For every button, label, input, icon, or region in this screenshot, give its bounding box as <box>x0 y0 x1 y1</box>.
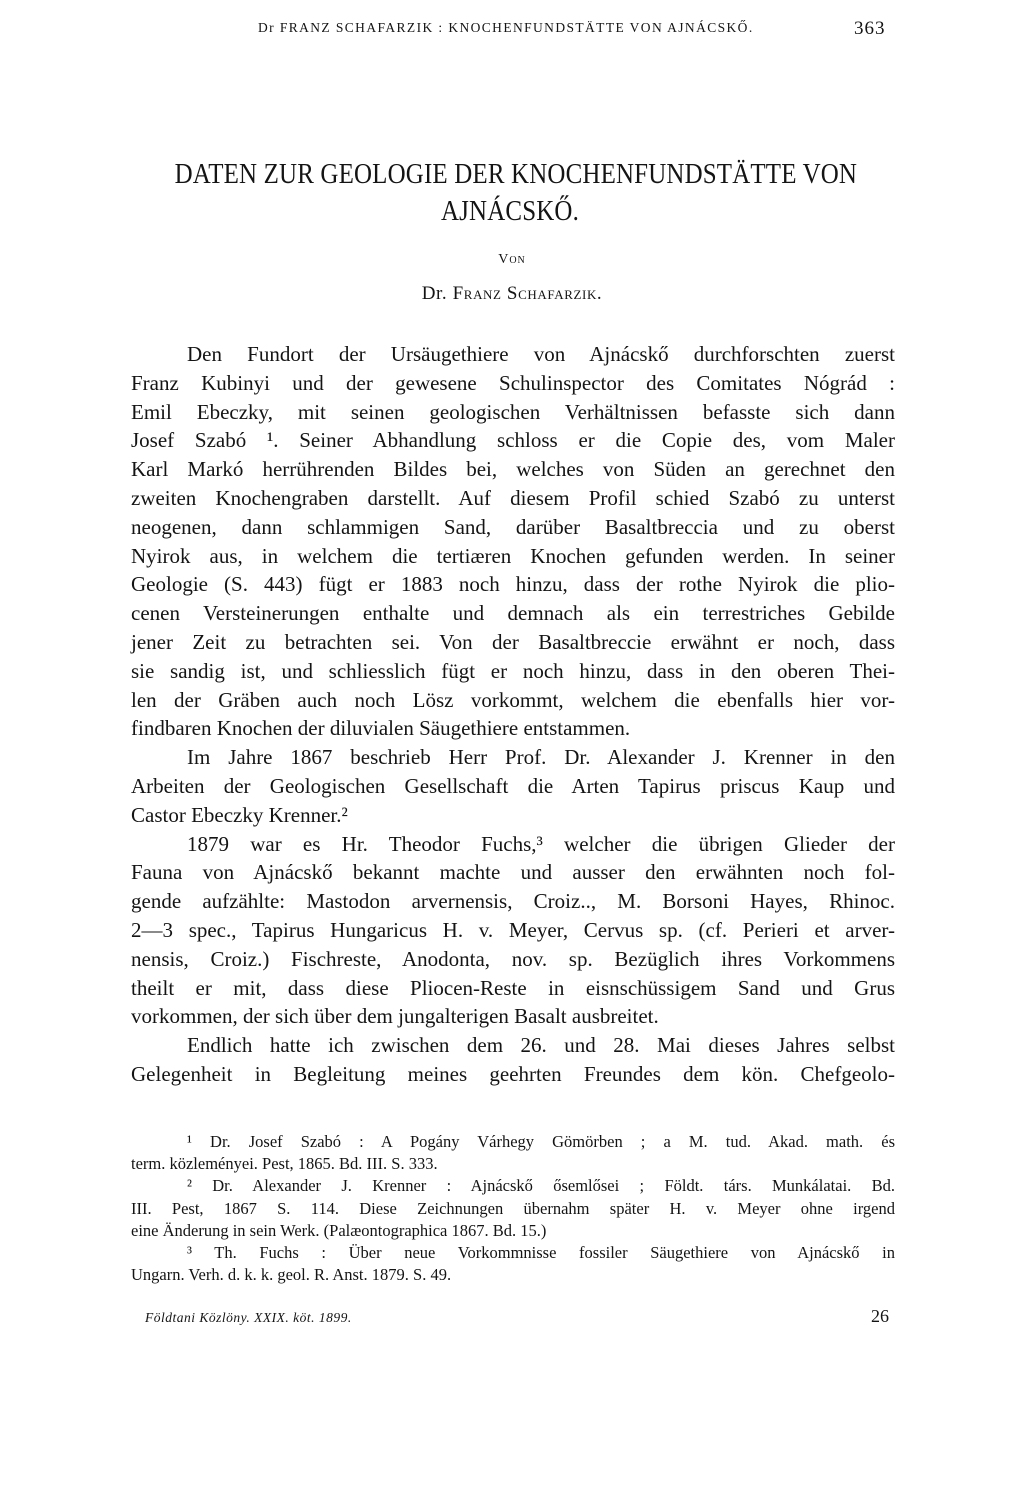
body-line: cenen Versteinerungen enthalte und demnach als ein terrestriches Gebilde <box>131 601 895 626</box>
title-line-1: DATEN ZUR GEOLOGIE DER KNOCHENFUNDSTÄTTE VON <box>174 158 858 190</box>
body-line: Gelegenheit in Begleitung meines geehrten Freundes dem kön. Chefgeolo- <box>131 1061 895 1086</box>
body-line: 2—3 spec., Tapirus Hungaricus H. v. Meyer, Cervus sp. (cf. Perieri et arver- <box>131 917 895 942</box>
body-text <box>131 340 895 1089</box>
body-line: Franz Kubinyi und der gewesene Schulinspector des Comitates Nógrád : <box>131 370 895 395</box>
body-line: Josef Szabó ¹. Seiner Abhandlung schloss er die Copie des, vom Maler <box>131 428 895 453</box>
body-line: sie sandig ist, und schliesslich fügt er noch hinzu, dass in den oberen Thei- <box>131 658 895 683</box>
body-line: Im Jahre 1867 beschrieb Herr Prof. Dr. Alexander J. Krenner in den <box>187 745 895 770</box>
body-line: Den Fundort der Ursäugethiere von Ajnácskő durchforschten zuerst <box>187 342 895 366</box>
body-line: Fauna von Ajnácskő bekannt machte und ausser den erwähnten noch fol- <box>131 860 895 885</box>
body-line: 1879 war es Hr. Theodor Fuchs,³ welcher die übrigen Glieder der <box>187 831 895 856</box>
footnote-line: term. közleményei. Pest, 1865. Bd. III. S. 333. <box>131 1154 438 1174</box>
title-line-2: AJNÁCSKŐ. <box>440 195 580 227</box>
body-line: nensis, Croiz.) Fischreste, Anodonta, nov. sp. Bezüglich ihres Vorkommens <box>131 946 895 971</box>
article-title <box>174 156 858 230</box>
body-line: len der Gräben auch noch Lösz vorkommt, welchem die ebenfalls hier vor- <box>131 687 895 712</box>
footnote-line: ² Dr. Alexander J. Krenner : Ajnácskő ősemlősei ; Földt. társ. Munkálatai. Bd. <box>187 1176 895 1196</box>
byline-von: Von <box>498 252 526 267</box>
body-line: zweiten Knochengraben darstellt. Auf diesem Profil schied Szabó zu unterst <box>131 485 895 510</box>
body-line: findbaren Knochen der diluvialen Säugethiere entstammen. <box>131 716 631 741</box>
body-line: Castor Ebeczky Krenner.² <box>131 802 348 827</box>
footnote-line: ³ Th. Fuchs : Über neue Vorkommnisse fossiler Säugethiere von Ajnácskő in <box>187 1242 895 1262</box>
footnote-line: Ungarn. Verh. d. k. k. geol. R. Anst. 1879. S. 49. <box>131 1265 452 1285</box>
journal-footer: Földtani Közlöny. XXIX. köt. 1899. <box>145 1310 352 1325</box>
body-line: jener Zeit zu betrachten sei. Von der Basaltbreccie erwähnt er noch, dass <box>131 629 895 654</box>
body-line: vorkommen, der sich über dem jungalterigen Basalt ausbreitet. <box>131 1004 659 1029</box>
body-line: Geologie (S. 443) fügt er 1883 noch hinzu, dass der rothe Nyirok die plio- <box>131 572 895 597</box>
page-number: 363 <box>854 18 886 39</box>
author-surname: Franz Schafarzik. <box>452 283 603 304</box>
body-line: Emil Ebeczky, mit seinen geologischen Verhältnissen befasste sich dann <box>131 399 895 424</box>
signature-mark: 26 <box>871 1306 889 1326</box>
body-line: neogenen, dann schlammigen Sand, darüber Basaltbreccia und zu oberst <box>131 514 895 539</box>
body-line: Arbeiten der Geologischen Gesellschaft die Arten Tapirus priscus Kaup und <box>131 773 895 798</box>
body-line: Karl Markó herrührenden Bildes bei, welches von Süden an gerechnet den <box>131 457 895 482</box>
body-line: Nyirok aus, in welchem die tertiæren Knochen gefunden werden. In seiner <box>131 543 895 568</box>
footnote-line: III. Pest, 1867 S. 114. Diese Zeichnungen übernahm später H. v. Meyer ohne irgend <box>131 1198 895 1218</box>
footnotes <box>131 1131 895 1286</box>
body-line: theilt er mit, dass diese Pliocen-Reste in eisnschüssigem Sand und Grus <box>131 975 895 1000</box>
footnote-line: eine Änderung in sein Werk. (Palæontographica 1867. Bd. 15.) <box>131 1220 547 1240</box>
body-line: gende aufzählte: Mastodon arvernensis, Croiz.., M. Borsoni Hayes, Rhinoc. <box>131 889 895 914</box>
footnote-line: ¹ Dr. Josef Szabó : A Pogány Várhegy Gömörben ; a M. tud. Akad. math. és <box>187 1132 895 1151</box>
author-prefix: Dr. <box>421 283 448 304</box>
running-header: Dr FRANZ SCHAFARZIK : KNOCHENFUNDSTÄTTE VON AJNÁCSKŐ. <box>258 20 754 35</box>
author-name <box>0 283 1024 305</box>
body-line: Endlich hatte ich zwischen dem 26. und 28. Mai dieses Jahres selbst <box>187 1033 895 1058</box>
